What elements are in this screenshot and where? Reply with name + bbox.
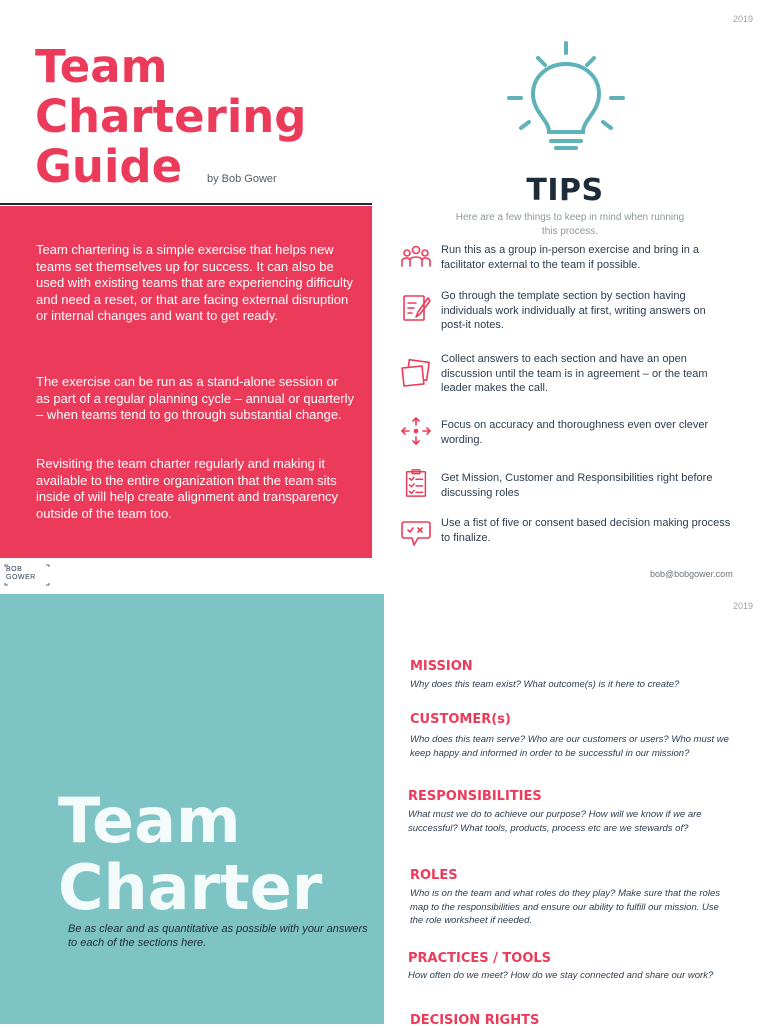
guide-title-line-3: Guide xyxy=(35,140,183,193)
logo-line-1: BOB xyxy=(6,566,23,573)
sticky-notes-icon xyxy=(400,358,432,388)
section-body-responsibilities: What must we do to achieve our purpose? How will we know if we are successful? What tools, products, process etc are we stewards of? xyxy=(408,809,702,834)
edit-document-icon xyxy=(400,292,432,322)
intro-paragraph-1: Team chartering is a simple exercise that helps new teams set themselves up for success. It can also be used with existing teams that are experiencing difficulty and need a reset, or that are facing external disruption or internal changes and want to get ready. xyxy=(36,242,353,323)
section-body-practices-tools: How often do we meet? How do we stay connected and share our work? xyxy=(408,970,714,981)
section-heading-mission: MISSION xyxy=(410,659,473,674)
byline: by Bob Gower xyxy=(207,173,277,185)
contact-email[interactable]: bob@bobgower.com xyxy=(650,569,733,579)
tip-text-3: Collect answers to each section and have an open discussion until the team is in agreement – or the team leader makes the call. xyxy=(441,353,708,394)
page1-year: 2019 xyxy=(733,14,754,24)
logo xyxy=(6,566,36,582)
group-icon xyxy=(400,242,432,272)
section-heading-responsibilities: RESPONSIBILITIES xyxy=(408,789,542,804)
charter-note: Be as clear and as quantitative as possible with your answers to each of the sections here. xyxy=(68,923,368,949)
focus-arrows-icon xyxy=(400,416,432,446)
guide-title-line-1: Team xyxy=(35,40,168,93)
page2-year: 2019 xyxy=(733,601,754,611)
section-body-roles: Who is on the team and what roles do they play? Make sure that the roles map to the responsibilities and ensure our ability to fulfill our mission. Use the role worksheet if needed. xyxy=(410,888,720,926)
lightbulb-icon xyxy=(505,40,627,150)
tips-heading: TIPS xyxy=(526,173,604,208)
tip-text-5: Get Mission, Customer and Responsibilities right before discussing roles xyxy=(441,472,713,499)
charter-title-line-1: Team xyxy=(58,784,241,857)
vote-bubble-icon xyxy=(400,518,432,548)
tip-text-1: Run this as a group in-person exercise and bring in a facilitator external to the team if possible. xyxy=(441,244,700,271)
section-heading-customers: CUSTOMER(s) xyxy=(410,712,511,727)
title-divider xyxy=(0,203,372,205)
logo-line-2: GOWER xyxy=(6,574,36,581)
section-body-customers: Who does this team serve? Who are our customers or users? Who must we keep happy and informed in order to be successful in our mission? xyxy=(410,734,729,759)
tip-text-2: Go through the template section by section having individuals work individually at first, writing answers on post-it notes. xyxy=(441,290,706,331)
tip-text-6: Use a fist of five or consent based decision making process to finalize. xyxy=(441,517,731,544)
checklist-icon xyxy=(400,468,432,498)
guide-title-line-2: Chartering xyxy=(35,90,307,143)
section-body-mission: Why does this team exist? What outcome(s) is it here to create? xyxy=(410,679,680,690)
tip-text-4: Focus on accuracy and thoroughness even over clever wording. xyxy=(441,419,709,446)
section-heading-practices-tools: PRACTICES / TOOLS xyxy=(408,951,552,966)
section-heading-decision-rights: DECISION RIGHTS xyxy=(410,1013,540,1028)
tips-subheading: Here are a few things to keep in mind when running this process. xyxy=(455,212,685,237)
charter-title-line-2: Charter xyxy=(58,851,323,924)
intro-paragraph-3: Revisiting the team charter regularly and making it available to the entire organization that the team sits inside of will help create alignment and transparency outside of the team too. xyxy=(36,456,339,521)
intro-paragraph-2: The exercise can be run as a stand-alone session or as part of a regular planning cycle – annual or quarterly – when teams tend to go through substantial change. xyxy=(36,374,354,422)
section-heading-roles: ROLES xyxy=(410,868,458,883)
